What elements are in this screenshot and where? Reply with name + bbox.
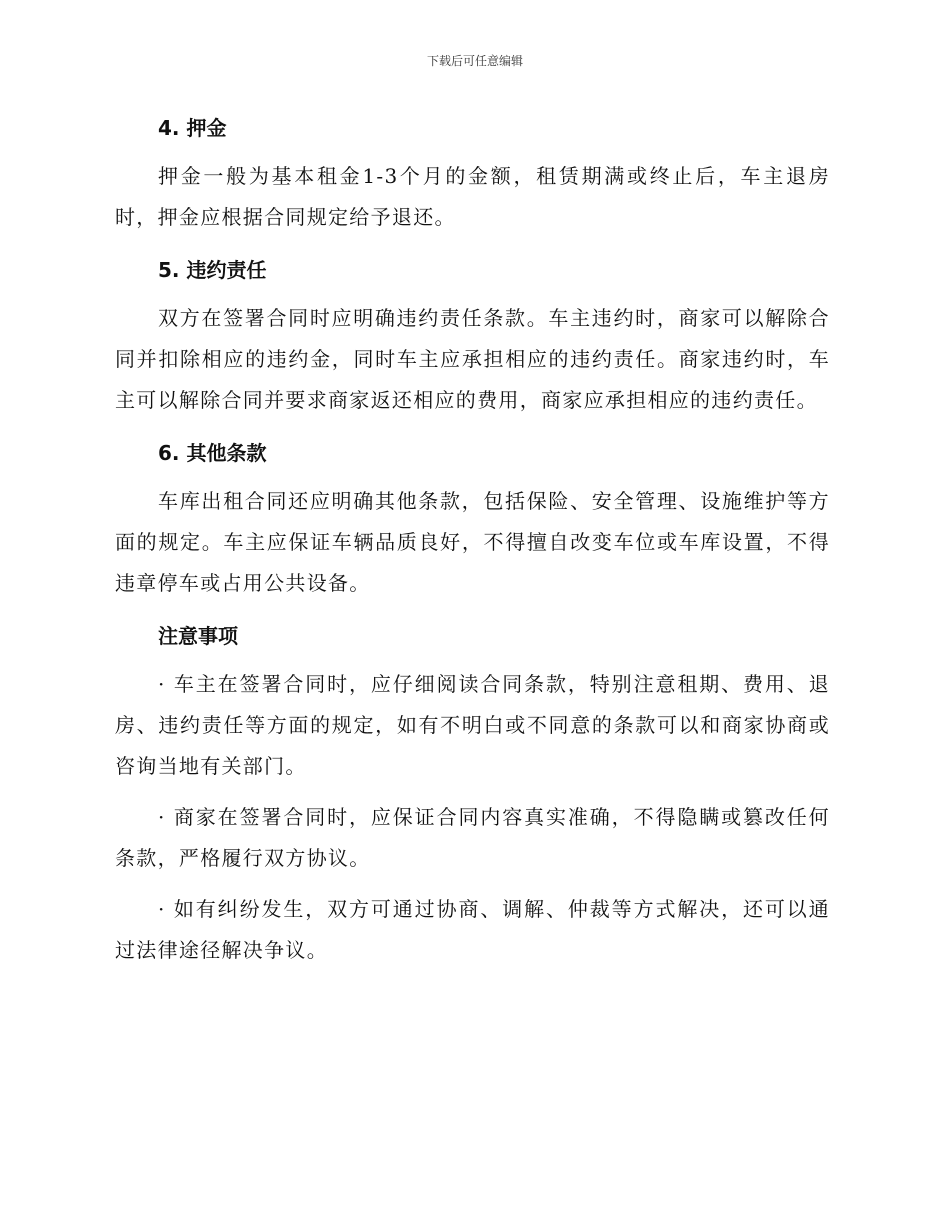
section-heading-breach-liability: 5. 违约责任 <box>158 258 267 282</box>
section-heading-deposit: 4. 押金 <box>158 116 227 140</box>
page-header: 下载后可任意编辑 <box>426 54 523 68</box>
paragraph-deposit: 押金一般为基本租金1-3个月的金额，租赁期满或终止后，车主退房时，押金应根据合同规定给予退还。 <box>115 164 830 229</box>
document-body <box>115 110 830 971</box>
paragraph-other-terms: 车库出租合同还应明确其他条款，包括保险、安全管理、设施维护等方面的规定。车主应保证车辆品质良好，不得擅自改变车位或车库设置，不得违章停车或占用公共设备。 <box>115 489 830 595</box>
section-heading-notes: 注意事项 <box>158 624 238 648</box>
section-heading-other-terms: 6. 其他条款 <box>158 441 267 465</box>
note-item-dispute: · 如有纠纷发生，双方可通过协商、调解、仲裁等方式解决，还可以通过法律途径解决争议。 <box>115 897 830 962</box>
paragraph-breach-liability: 双方在签署合同时应明确违约责任条款。车主违约时，商家可以解除合同并扣除相应的违约金，同时车主应承担相应的违约责任。商家违约时，车主可以解除合同并要求商家返还相应的费用，商家应承担相应的违约责任。 <box>115 306 830 412</box>
note-item-merchant: · 商家在签署合同时，应保证合同内容真实准确，不得隐瞒或篡改任何条款，严格履行双方协议。 <box>115 805 830 870</box>
note-item-owner: · 车主在签署合同时，应仔细阅读合同条款，特别注意租期、费用、退房、违约责任等方面的规定，如有不明白或不同意的条款可以和商家协商或咨询当地有关部门。 <box>115 672 830 778</box>
